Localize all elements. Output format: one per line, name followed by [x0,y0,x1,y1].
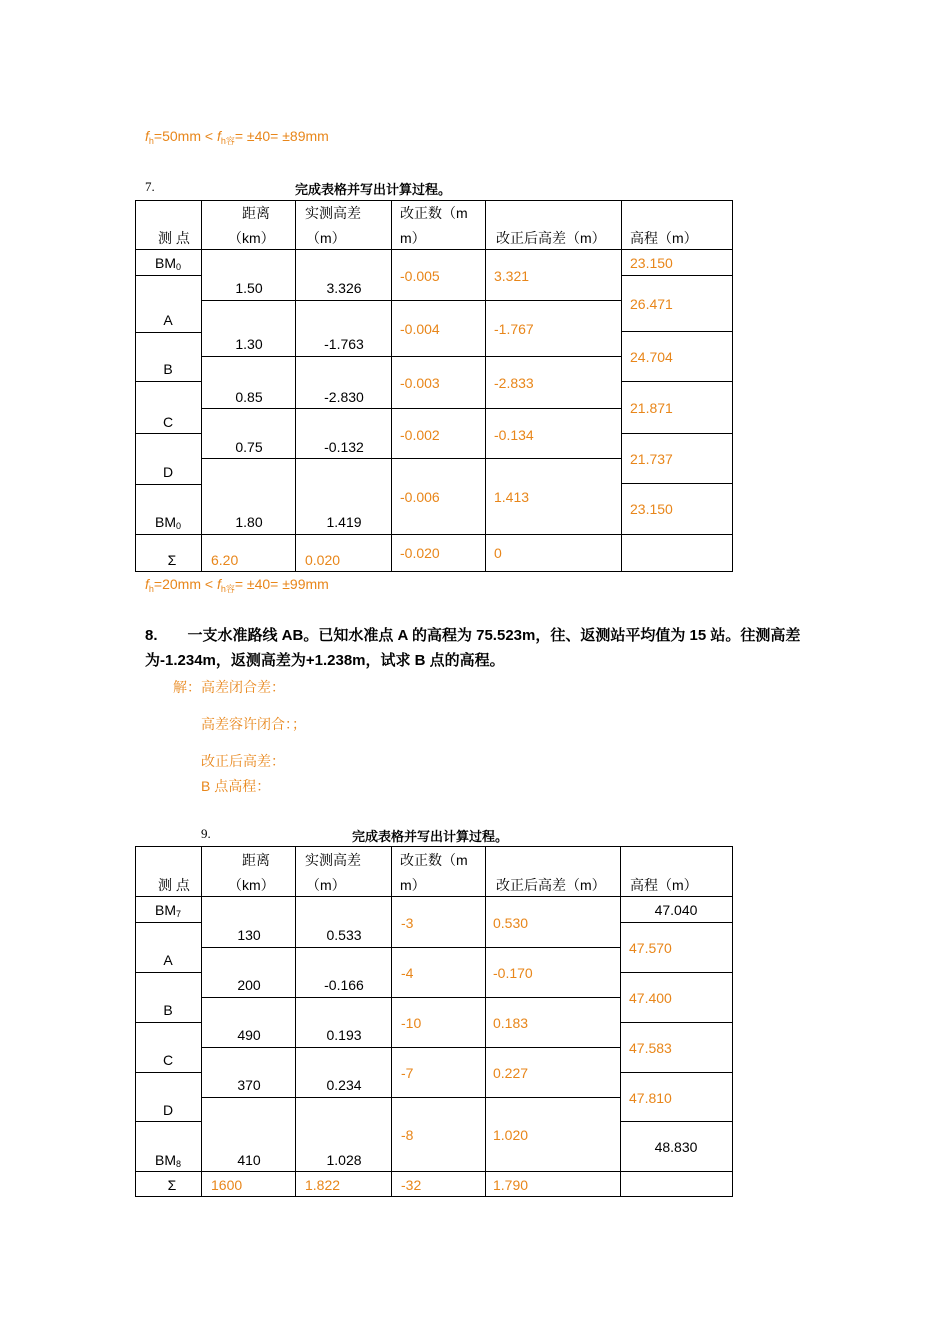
table-row: A [163,952,173,968]
segment-correction: -4 [401,965,414,981]
elevation-value: 47.040 [654,902,698,918]
q7-caption [145,179,155,195]
header-elevation: 高程（m） [630,877,698,893]
sum-correction: -32 [401,1177,422,1193]
segment-correction: -7 [401,1065,414,1081]
elevation-value: 21.871 [630,400,673,416]
header-distance-unit: （km） [228,230,275,246]
segment-observed: 0.234 [326,1077,362,1093]
q7-tolerance-formula: $f_h=20mm < f_{h容}= \pm 40= \pm 99mm$ [145,576,329,594]
table-row: $BM_0$ [154,255,182,272]
elevation-value: 47.810 [629,1090,672,1106]
sum-observed: 1.822 [305,1177,341,1193]
q7-title: 完成表格并写出计算过程。 [295,182,452,197]
q9-caption [201,826,211,842]
q8-question: 8. 一支水准路线 AB。已知水准点 A 的高程为 75.523m，往、返测站平均值为 15 站。往测高差为-1.234m，返测高差为+1.238m，试求 B 点的高程。 [145,627,801,669]
header-distance: 距离 [242,205,270,221]
segment-adjusted: -0.170 [493,965,533,981]
q8-solution-line-3: 改正后高差： [201,753,285,769]
table-row: D [162,1102,174,1118]
table-row: $BM_0$ [154,514,182,531]
elevation-value: 47.570 [629,940,672,956]
elevation-value: 47.400 [629,990,672,1006]
segment-correction: -0.005 [400,268,440,284]
elevation-value: 23.150 [630,501,673,517]
elevation-value: 26.471 [630,296,673,312]
segment-correction: -0.002 [400,427,440,443]
table-row: A [163,312,173,328]
segment-distance: 370 [237,1077,261,1093]
segment-adjusted: 1.413 [494,489,530,505]
segment-adjusted: -1.767 [494,321,534,337]
q8-solution-line-4: B 点高程： [201,778,271,794]
sum-observed: 0.020 [305,552,341,568]
header-observed: 实测高差 [305,205,361,221]
header-adjusted: 改正后高差（m） [496,230,606,246]
header-elevation: 高程（m） [630,230,698,246]
table-row: $BM_8$ [154,1152,182,1169]
elevation-value: 24.704 [630,349,673,365]
segment-adjusted: 1.020 [493,1127,529,1143]
q8-solution-line-1: 解：高差闭合差： [173,679,285,695]
elevation-value: 47.583 [629,1040,672,1056]
header-point: 测 点 [158,230,190,246]
segment-distance: 0.75 [235,439,263,455]
segment-adjusted: -0.134 [494,427,534,443]
segment-observed: 3.326 [326,280,362,296]
segment-observed: 0.193 [326,1027,362,1043]
segment-adjusted: 0.183 [493,1015,529,1031]
segment-correction: -0.006 [400,489,440,505]
header-distance-unit: （km） [228,877,275,893]
segment-observed: -0.166 [324,977,364,993]
table-row: C [162,414,174,430]
header-correction-unit: m） [400,230,426,246]
header-correction-unit: m） [400,877,426,893]
elevation-value: 23.150 [630,255,673,271]
segment-observed: 1.419 [326,514,362,530]
segment-distance: 1.30 [235,336,263,352]
segment-observed: -2.830 [324,389,364,405]
sum-label: Σ [167,552,177,568]
header-point: 测 点 [158,877,190,893]
top-tolerance-formula: $f_h=50mm < f_{h容}= \pm 40= \pm 89mm$ [145,128,329,146]
segment-distance: 490 [237,1027,261,1043]
segment-adjusted: 3.321 [494,268,530,284]
table-row: B [163,1002,173,1018]
header-distance: 距离 [242,852,270,868]
header-correction: 改正数（m [400,852,468,868]
segment-distance: 1.80 [235,514,263,530]
segment-adjusted: -2.833 [494,375,534,391]
sum-distance: 6.20 [211,552,239,568]
q8-solution-line-2: 高差容许闭合：； [201,716,306,732]
elevation-value: 48.830 [654,1139,698,1155]
segment-distance: 410 [237,1152,261,1168]
segment-correction: -8 [401,1127,414,1143]
sum-adjusted: 1.790 [493,1177,529,1193]
segment-adjusted: 0.227 [493,1065,529,1081]
table-row: B [163,361,173,377]
q7-number: 7. [145,179,155,194]
segment-distance: 0.85 [235,389,263,405]
q9-number: 9. [201,826,211,841]
table-row: C [162,1052,174,1068]
elevation-value: 21.737 [630,451,673,467]
segment-adjusted: 0.530 [493,915,529,931]
table-row: D [162,464,174,480]
segment-correction: -3 [401,915,414,931]
header-adjusted: 改正后高差（m） [496,877,606,893]
segment-correction: -0.004 [400,321,440,337]
segment-observed: 1.028 [326,1152,362,1168]
segment-observed: -0.132 [324,439,364,455]
header-observed: 实测高差 [305,852,361,868]
table-row: $BM_7$ [154,902,182,919]
sum-label: Σ [167,1177,177,1193]
segment-correction: -10 [401,1015,422,1031]
segment-distance: 130 [237,927,261,943]
sum-distance: 1600 [211,1177,243,1193]
header-observed-unit: （m） [306,877,346,893]
sum-adjusted: 0 [494,545,502,561]
segment-distance: 200 [237,977,261,993]
q9-title: 完成表格并写出计算过程。 [352,829,509,844]
sum-correction: -0.020 [400,545,440,561]
segment-observed: -1.763 [324,336,364,352]
header-correction: 改正数（m [400,205,468,221]
segment-distance: 1.50 [235,280,263,296]
header-observed-unit: （m） [306,230,346,246]
segment-observed: 0.533 [326,927,362,943]
segment-correction: -0.003 [400,375,440,391]
